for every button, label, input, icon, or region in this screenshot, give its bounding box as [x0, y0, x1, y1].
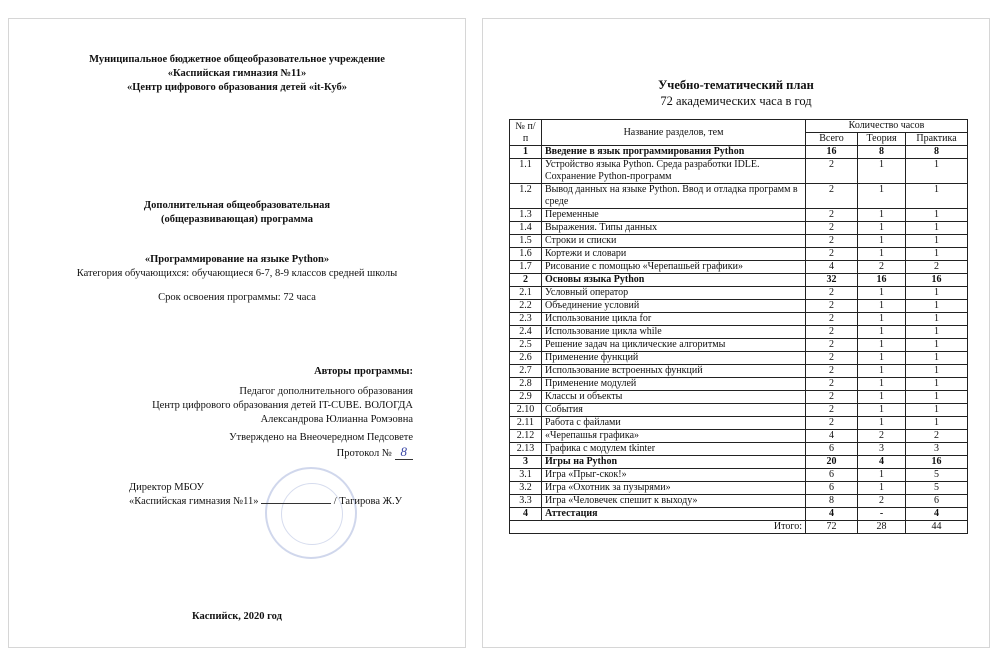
protocol-line	[229, 445, 413, 461]
topic-row	[510, 261, 968, 274]
row-total: 2	[806, 365, 858, 378]
row-number: 2.2	[510, 300, 542, 313]
city-year: Каспийск, 2020 год	[192, 611, 282, 622]
director-block	[129, 481, 402, 509]
protocol-number: 8	[395, 444, 414, 460]
row-total: 2	[806, 300, 858, 313]
row-name: Устройство языка Python. Среда разработки IDLE. Сохранение Python-программ	[542, 159, 806, 184]
row-total: 2	[806, 287, 858, 300]
row-name: Строки и списки	[542, 235, 806, 248]
plan-title-block	[483, 77, 989, 109]
header-line: Муниципальное бюджетное общеобразовательное учреждение	[89, 54, 385, 65]
row-name: «Черепашья графика»	[542, 430, 806, 443]
topic-row	[510, 300, 968, 313]
row-theory: 4	[858, 456, 906, 469]
row-practice: 2	[906, 430, 968, 443]
author-line: Александрова Юлианна Ромэовна	[260, 414, 413, 425]
topic-row	[510, 184, 968, 209]
row-name: Игра «Прыг-скок!»	[542, 469, 806, 482]
section-row	[510, 274, 968, 287]
row-total: 2	[806, 326, 858, 339]
approval-block	[229, 431, 413, 461]
row-theory: 1	[858, 248, 906, 261]
row-name: Основы языка Python	[542, 274, 806, 287]
program-type	[9, 199, 465, 227]
topic-row	[510, 209, 968, 222]
row-total: 32	[806, 274, 858, 287]
row-name: Классы и объекты	[542, 391, 806, 404]
row-theory: 1	[858, 209, 906, 222]
row-name: События	[542, 404, 806, 417]
row-practice: 1	[906, 287, 968, 300]
topic-row	[510, 352, 968, 365]
col-header-num: № п/п	[510, 120, 542, 146]
topic-row	[510, 378, 968, 391]
topic-row	[510, 287, 968, 300]
topic-row	[510, 365, 968, 378]
row-name: Вывод данных на языке Python. Ввод и отладка программ в среде	[542, 184, 806, 209]
col-header-hours: Количество часов	[806, 120, 968, 133]
institution-header	[9, 53, 465, 95]
row-total: 2	[806, 184, 858, 209]
row-number: 2	[510, 274, 542, 287]
row-total: 2	[806, 235, 858, 248]
row-name: Игры на Python	[542, 456, 806, 469]
row-practice: 1	[906, 235, 968, 248]
curriculum-table-body	[510, 146, 968, 521]
authors-title: Авторы программы:	[314, 366, 413, 377]
section-row	[510, 508, 968, 521]
row-name: Условный оператор	[542, 287, 806, 300]
row-number: 1.1	[510, 159, 542, 184]
row-name: Игра «Человечек спешит к выходу»	[542, 495, 806, 508]
row-theory: 2	[858, 495, 906, 508]
plan-title: Учебно-тематический план	[658, 78, 814, 92]
curriculum-page	[482, 18, 990, 648]
row-name: Использование встроенных функций	[542, 365, 806, 378]
row-name: Кортежи и словари	[542, 248, 806, 261]
curriculum-table	[509, 119, 968, 534]
author-line: Центр цифрового образования детей IT-CUBE. ВОЛОГДА	[152, 400, 413, 411]
totals-row	[510, 521, 968, 534]
program-name: «Программирование на языке Python»	[144, 254, 330, 265]
program-duration: Срок освоения программы: 72 часа	[158, 292, 316, 303]
row-number: 2.12	[510, 430, 542, 443]
header-line: «Центр цифрового образования детей «it-Куб»	[127, 82, 347, 93]
row-name: Работа с файлами	[542, 417, 806, 430]
director-name: / Тагирова Ж.У	[333, 496, 403, 507]
topic-row	[510, 417, 968, 430]
row-theory: 1	[858, 184, 906, 209]
row-practice: 1	[906, 209, 968, 222]
row-practice: 1	[906, 326, 968, 339]
row-theory: 1	[858, 313, 906, 326]
approval-text: Утверждено на Внеочередном Педсовете	[229, 432, 413, 443]
row-number: 3.3	[510, 495, 542, 508]
row-theory: 2	[858, 430, 906, 443]
protocol-label: Протокол №	[336, 448, 392, 459]
row-number: 2.6	[510, 352, 542, 365]
row-practice: 1	[906, 159, 968, 184]
row-name: Переменные	[542, 209, 806, 222]
row-theory: -	[858, 508, 906, 521]
row-theory: 1	[858, 287, 906, 300]
row-total: 2	[806, 378, 858, 391]
signature-line	[261, 503, 331, 504]
row-practice: 16	[906, 456, 968, 469]
row-total: 2	[806, 417, 858, 430]
topic-row	[510, 443, 968, 456]
row-practice: 1	[906, 417, 968, 430]
row-practice: 1	[906, 222, 968, 235]
row-theory: 1	[858, 365, 906, 378]
topic-row	[510, 248, 968, 261]
row-total: 2	[806, 313, 858, 326]
row-number: 1.6	[510, 248, 542, 261]
totals-practice: 44	[906, 521, 968, 534]
row-name: Выражения. Типы данных	[542, 222, 806, 235]
row-number: 2.5	[510, 339, 542, 352]
row-number: 2.13	[510, 443, 542, 456]
row-theory: 1	[858, 391, 906, 404]
topic-row	[510, 313, 968, 326]
row-name: Игра «Охотник за пузырями»	[542, 482, 806, 495]
topic-row	[510, 391, 968, 404]
header-line: «Каспийская гимназия №11»	[167, 68, 307, 79]
row-name: Аттестация	[542, 508, 806, 521]
row-theory: 1	[858, 404, 906, 417]
row-number: 2.9	[510, 391, 542, 404]
row-practice: 5	[906, 469, 968, 482]
author-line: Педагог дополнительного образования	[239, 386, 413, 397]
section-row	[510, 146, 968, 159]
row-practice: 1	[906, 184, 968, 209]
row-total: 2	[806, 248, 858, 261]
topic-row	[510, 222, 968, 235]
director-signature-line	[129, 495, 402, 509]
row-practice: 1	[906, 378, 968, 391]
row-name: Введение в язык программирования Python	[542, 146, 806, 159]
totals-total: 72	[806, 521, 858, 534]
col-header-name: Название разделов, тем	[542, 120, 806, 146]
row-name: Применение модулей	[542, 378, 806, 391]
totals-theory: 28	[858, 521, 906, 534]
row-theory: 1	[858, 417, 906, 430]
topic-row	[510, 339, 968, 352]
row-practice: 1	[906, 352, 968, 365]
row-total: 2	[806, 222, 858, 235]
row-theory: 3	[858, 443, 906, 456]
row-name: Решение задач на циклические алгоритмы	[542, 339, 806, 352]
row-theory: 1	[858, 222, 906, 235]
program-type-line: Дополнительная общеобразовательная	[143, 200, 331, 211]
program-type-line: (общеразвивающая) программа	[161, 214, 313, 225]
topic-row	[510, 235, 968, 248]
col-header-theory: Теория	[858, 133, 906, 146]
row-total: 2	[806, 352, 858, 365]
title-page	[8, 18, 466, 648]
row-theory: 16	[858, 274, 906, 287]
row-theory: 1	[858, 378, 906, 391]
row-number: 2.4	[510, 326, 542, 339]
row-number: 1.5	[510, 235, 542, 248]
authors-block	[152, 365, 413, 427]
row-total: 2	[806, 209, 858, 222]
row-total: 8	[806, 495, 858, 508]
row-theory: 1	[858, 326, 906, 339]
row-practice: 3	[906, 443, 968, 456]
row-total: 6	[806, 443, 858, 456]
row-total: 2	[806, 159, 858, 184]
row-theory: 1	[858, 159, 906, 184]
row-theory: 1	[858, 469, 906, 482]
section-row	[510, 456, 968, 469]
topic-row	[510, 469, 968, 482]
row-practice: 1	[906, 365, 968, 378]
row-number: 1.3	[510, 209, 542, 222]
row-total: 20	[806, 456, 858, 469]
row-name: Использование цикла for	[542, 313, 806, 326]
row-total: 2	[806, 339, 858, 352]
row-total: 2	[806, 404, 858, 417]
row-theory: 1	[858, 300, 906, 313]
row-total: 4	[806, 508, 858, 521]
row-number: 4	[510, 508, 542, 521]
row-practice: 1	[906, 313, 968, 326]
row-number: 2.11	[510, 417, 542, 430]
row-practice: 1	[906, 248, 968, 261]
row-number: 2.8	[510, 378, 542, 391]
topic-row	[510, 404, 968, 417]
row-number: 3.1	[510, 469, 542, 482]
topic-row	[510, 430, 968, 443]
director-title: Директор МБОУ	[129, 482, 204, 493]
row-number: 2.7	[510, 365, 542, 378]
row-number: 2.1	[510, 287, 542, 300]
row-total: 16	[806, 146, 858, 159]
director-org: «Каспийская гимназия №11»	[129, 496, 259, 507]
row-practice: 4	[906, 508, 968, 521]
row-theory: 1	[858, 482, 906, 495]
row-practice: 2	[906, 261, 968, 274]
row-practice: 5	[906, 482, 968, 495]
row-number: 1.2	[510, 184, 542, 209]
row-theory: 1	[858, 235, 906, 248]
row-practice: 8	[906, 146, 968, 159]
row-practice: 16	[906, 274, 968, 287]
col-header-total: Всего	[806, 133, 858, 146]
row-theory: 2	[858, 261, 906, 274]
row-name: Применение функций	[542, 352, 806, 365]
row-practice: 1	[906, 391, 968, 404]
row-total: 4	[806, 430, 858, 443]
row-total: 4	[806, 261, 858, 274]
row-number: 1.4	[510, 222, 542, 235]
row-total: 6	[806, 482, 858, 495]
col-header-practice: Практика	[906, 133, 968, 146]
topic-row	[510, 159, 968, 184]
topic-row	[510, 326, 968, 339]
student-category: Категория обучающихся: обучающиеся 6-7, 8-9 классов средней школы	[76, 268, 398, 279]
row-practice: 1	[906, 300, 968, 313]
row-total: 6	[806, 469, 858, 482]
totals-label: Итого:	[510, 521, 806, 534]
row-number: 2.3	[510, 313, 542, 326]
row-theory: 8	[858, 146, 906, 159]
row-practice: 6	[906, 495, 968, 508]
row-theory: 1	[858, 352, 906, 365]
row-number: 1	[510, 146, 542, 159]
topic-row	[510, 482, 968, 495]
row-name: Объединение условий	[542, 300, 806, 313]
plan-subtitle: 72 академических часа в год	[660, 94, 812, 108]
row-practice: 1	[906, 339, 968, 352]
row-theory: 1	[858, 339, 906, 352]
row-number: 3	[510, 456, 542, 469]
row-total: 2	[806, 391, 858, 404]
row-number: 1.7	[510, 261, 542, 274]
row-number: 3.2	[510, 482, 542, 495]
row-number: 2.10	[510, 404, 542, 417]
topic-row	[510, 495, 968, 508]
row-name: Графика с модулем tkinter	[542, 443, 806, 456]
row-practice: 1	[906, 404, 968, 417]
row-name: Использование цикла while	[542, 326, 806, 339]
row-name: Рисование с помощью «Черепашьей графики»	[542, 261, 806, 274]
